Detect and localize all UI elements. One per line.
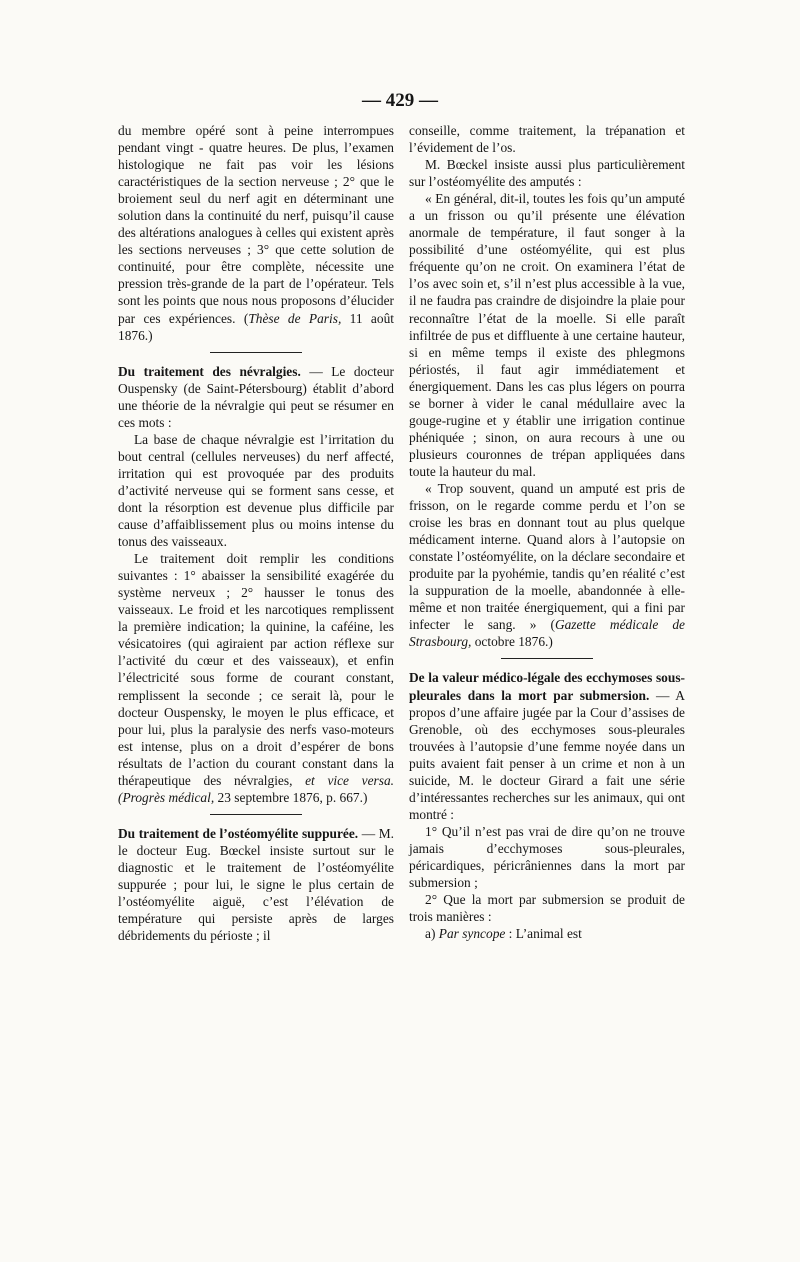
paragraph: « En général, dit-il, toutes les fois qu’un amputé a un frisson ou qu’il présente une élévation anormale de température, il faut songer à la possibilité d’une ostéomyélite, qui est plus fréquente qu’on ne croit. On examinera l’état de l’os avec soin et, s’il n’est plus accessible à la vue, il ne faudra pas craindre de disjoindre la plaie pour reconnaître l’état de la moelle. Si elle paraît infiltrée de pus et diffluente à une certaine hauteur, si en même temps il existe des phlegmons périostés, il faut agir immédiatement et énergiquement. Dans les cas plus légers on pourra se borner à vider le canal médullaire avec la gouge-rugine et y établir une irrigation continue phéniquée ; sinon, on aura recours à une ou plusieurs couronnes de trépan appliquées dans toute la hauteur du mal. (409, 191, 685, 479)
paragraph: M. Bœckel insiste aussi plus particulièrement sur l’ostéomyélite des amputés : (409, 157, 685, 190)
section-divider (210, 352, 302, 353)
paragraph: 2° Que la mort par submersion se produit de trois manières : (409, 892, 685, 925)
list-marker: a) (425, 926, 439, 942)
paragraph (409, 925, 685, 942)
section-title: De la valeur médico-légale des ecchymoses sous-pleurales dans la mort par submersion. (409, 670, 685, 703)
emphasis: Par syncope (438, 926, 506, 942)
paragraph-text: Le traitement doit remplir les conditions suivantes : 1° abaisser la sensibilité exagérée du système nerveux ; 2° hausser le tonus des vaisseaux. Le froid et les narcotiques remplissent la première indication; la quinine, la caféine, les vésicatoires (qui agiraient par action réflexe sur l’activité du cœur et des vaisseaux), et enfin l’électricité sous forme de courant constant, remplissent la seconde ; ce serait là, pour le docteur Ouspensky, le moyen le plus efficace, et pour lui, plus la paralysie des nerfs vaso-moteurs est intense, plus on a droit d’espérer de bons résultats de l’action du courant constant dans la thérapeutique des névralgies, (118, 551, 394, 788)
section-text: — Le docteur Ouspensky (de Saint-Pétersbourg) établit d’abord une théorie de la névralgie qui peut se résumer en ces mots : (118, 363, 394, 430)
citation-date: octobre 1876.) (471, 634, 553, 650)
section-divider (210, 814, 302, 815)
citation: Thèse de Paris, (248, 310, 342, 326)
citation-date: 23 septembre 1876, p. 667.) (214, 789, 368, 805)
paragraph-text: du membre opéré sont à peine interrompues pendant vingt - quatre heures. De plus, l’examen histologique ne fait pas voir les lésions caractéristiques de la section nerveuse ; 2° que le broiement seul du nerf agit en déterminant une solution dans la continuité du nerf, puisqu’il cause des altérations analogues à celles qui existent après les sections nerveuses ; 3° que cette solution de continuité, pour être complète, nécessite une pression très-grande de la part de l’opérateur. Tels sont les points que nous nous proposons d’élucider par ces expériences. ( (118, 123, 394, 326)
section-title: Du traitement des névralgies. (118, 363, 301, 379)
paragraph (118, 550, 394, 806)
section-text: — A propos d’une affaire jugée par la Cour d’assises de Grenoble, où des ecchymoses sous-pleurales trouvées à l’autopsie d’une femme noyée dans un puits avaient fait penser à un crime et non à un suicide, M. le docteur Girard a fait une série d’intéressantes recherches sur les animaux, qui ont montré : (409, 687, 685, 822)
section-paragraph (409, 669, 685, 822)
paragraph (118, 122, 394, 344)
section-title: Du traitement de l’ostéomyélite suppurée. (118, 825, 359, 841)
left-column (118, 122, 394, 944)
paragraph-text: : L’animal est (505, 926, 582, 942)
paragraph: conseille, comme traitement, la trépanation et l’évidement de l’os. (409, 123, 685, 156)
citation: et vice versa. (Progrès médical, (118, 772, 395, 805)
section-paragraph (118, 825, 394, 944)
paragraph: La base de chaque névralgie est l’irritation du bout central (cellules nerveuses) du nerf affecté, irritation qui est provoquée par des produits d’activité nerveuse qui se forment sans cesse, et dont la résorption est devenue plus difficile par cause d’affaiblissement plus ou moins intense du tonus des vaisseaux. (118, 431, 394, 550)
right-column (409, 122, 685, 942)
paragraph-text: « Trop souvent, quand un amputé est pris de frisson, on le regarde comme perdu et l’on se croise les bras en donnant tout au plus quelque médicament interne. Quand alors à l’autopsie on constate l’ostéomyélite, on la déclare secondaire et produite par la pyohémie, tandis qu’en réalité c’est la suppuration de la moelle, abandonnée à elle-même et non traitée énergiquement, qui a fini par infecter le sang. » ( (409, 480, 685, 633)
page-number: — 429 — (362, 90, 438, 111)
citation-date: 11 août 1876.) (118, 310, 394, 343)
citation: Gazette médicale de Strasbourg, (409, 617, 685, 650)
paragraph (409, 480, 685, 650)
section-paragraph (118, 363, 394, 431)
paragraph: 1° Qu’il n’est pas vrai de dire qu’on ne trouve jamais d’ecchymoses sous-pleurales, péricardiques, péricrâniennes dans la mort par submersion ; (409, 823, 685, 891)
section-divider (501, 658, 593, 659)
section-text: — M. le docteur Eug. Bœckel insiste surtout sur le diagnostic et le traitement de l’ostéomyélite suppurée ; pour lui, le signe le plus certain de l’ostéomyélite aiguë, c’est l’élévation de température qui persiste après de larges débridements du périoste ; il (118, 825, 395, 944)
